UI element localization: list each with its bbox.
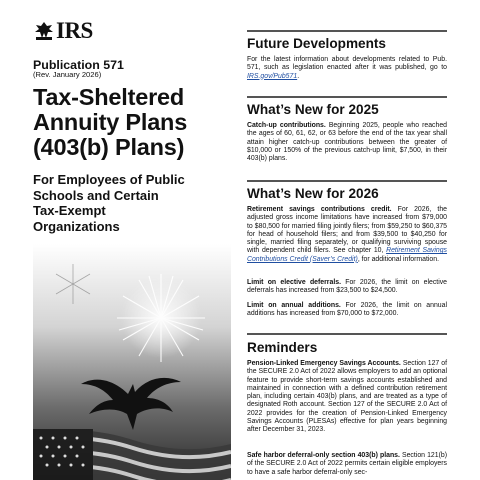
reminders-heading: Reminders: [247, 340, 318, 355]
whats-new-2026-heading: What’s New for 2026: [247, 186, 379, 201]
annual-additions-text: For 2026, the limit on annual additions has increased from $70,000 to $72,000.: [247, 302, 447, 318]
document-title: [33, 85, 233, 160]
annual-additions-label: Limit on annual additions.: [247, 302, 341, 309]
future-developments-heading: Future Developments: [247, 36, 386, 51]
future-end: .: [297, 72, 300, 80]
title-line: Tax-Sheltered: [33, 84, 185, 110]
fireworks-eagle-flag-image: [33, 244, 231, 480]
cover-photo: [33, 244, 231, 480]
subtitle-line: For Employees of Public: [33, 172, 185, 187]
section-divider: [247, 180, 447, 182]
plesa-label: Pension-Linked Emergency Savings Accounts.: [247, 360, 401, 367]
pub571-link[interactable]: IRS.gov/Pub571: [247, 72, 298, 80]
catchup-paragraph: [247, 122, 447, 163]
safe-harbor-label: Safe harbor deferral-only section 403(b) plans.: [247, 452, 400, 459]
logo-text: IRS: [56, 18, 93, 43]
catchup-label: Catch-up contributions.: [247, 122, 326, 129]
content-column: [247, 0, 447, 480]
document-subtitle: [33, 172, 233, 234]
subtitle-line: Tax-Exempt: [33, 203, 106, 218]
title-line: (403(b) Plans): [33, 134, 185, 160]
retirement-credit-label: Retirement savings contributions credit.: [247, 206, 392, 213]
elective-deferrals-paragraph: [247, 279, 447, 296]
section-divider: [247, 96, 447, 98]
retirement-credit-paragraph: [247, 206, 447, 264]
future-developments-text: [247, 56, 447, 81]
publication-number: Publication 571: [33, 58, 124, 72]
revision-date: (Rev. January 2026): [33, 70, 102, 79]
plesa-text: Section 127 of the SECURE 2.0 Act of 2022 allows employers to add an optional feature to provide short-term savings accounts established and maintained in connection with a defined contribution retirement plan, including certain 403(b) plans, and are treated as a type of designated Roth account. Section 127 of the SECURE 2.0 Act of 2022 provides for the creation of Pension-Linked Emergency Savings Accounts (PLESAs) effective for plan years beginning after December 31, 2023.: [247, 360, 447, 434]
elective-deferrals-label: Limit on elective deferrals.: [247, 279, 341, 286]
irs-logo: [33, 20, 93, 42]
savers-credit-link[interactable]: Retirement Savings Contributions Credit (Saver’s Credit): [247, 247, 447, 263]
eagle-emblem-icon: [33, 20, 55, 42]
whats-new-2025-heading: What’s New for 2025: [247, 102, 379, 117]
retirement-credit-text: For 2026, the adjusted gross income limitations have increased from $79,000 to $80,500 for married filing jointly filers; from $59,250 to $60,375 for head of household filers; and from $39,500 to $40,250 for single, married filing separately, or qualifying surviving spouse with dependent child filers. See chapter 10,: [247, 206, 447, 255]
section-divider: [247, 30, 447, 32]
cover-column: [33, 0, 231, 480]
elective-deferrals-text: For 2026, the limit on elective deferrals has increased from $23,500 to $24,500.: [247, 279, 447, 295]
retirement-credit-end: , for additional information.: [357, 255, 440, 263]
subtitle-line: Organizations: [33, 218, 120, 234]
title-line: Annuity Plans: [33, 109, 188, 135]
plesa-paragraph: [247, 360, 447, 435]
safe-harbor-text: Section 121(b) of the SECURE 2.0 Act of 2022 permits certain eligible employers to have a safe harbor deferral-only sec-: [247, 452, 447, 476]
safe-harbor-paragraph: [247, 452, 447, 477]
catchup-text: Beginning 2025, people who reached the ages of 60, 61, 62, or 63 before the end of the tax year shall attain higher catch-up contributions between the greater of $10,000 or 150% of the previous catch-up limit, $7,500, in their 403(b) plans.: [247, 122, 447, 163]
future-text: For the latest information about developments related to Pub. 571, such as legislation enacted after it was published, go to: [247, 56, 447, 72]
section-divider: [247, 333, 447, 335]
annual-additions-paragraph: [247, 302, 447, 319]
subtitle-line: Schools and Certain: [33, 187, 159, 203]
